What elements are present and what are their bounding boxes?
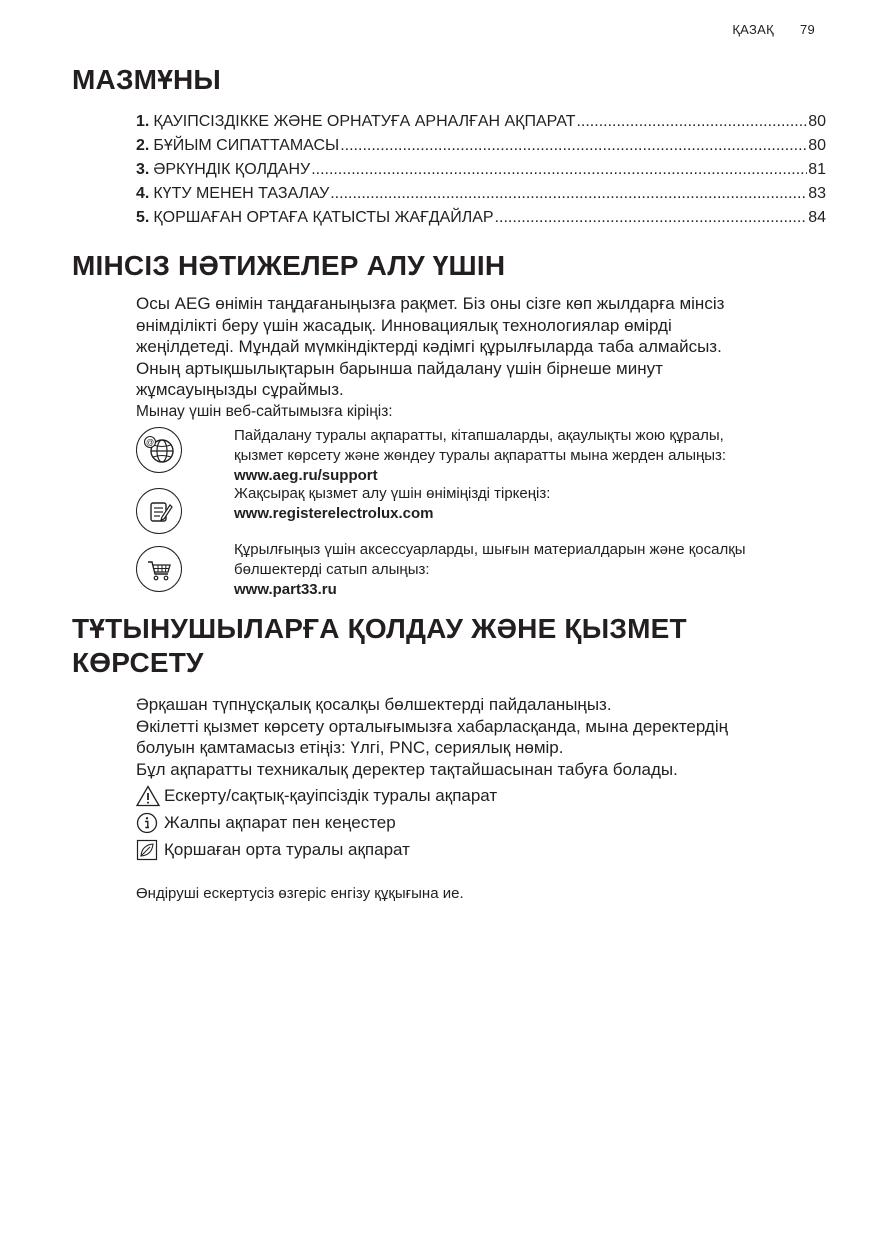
toc-item-page: 83: [808, 185, 826, 202]
toc-leader: [311, 158, 807, 182]
intro-line: жұмсауыңызды сұраймыз.: [136, 380, 344, 399]
toc-leader: [576, 110, 807, 134]
toc-item[interactable]: [136, 158, 826, 182]
perfect-results-title: МІНСІЗ НӘТИЖЕЛЕР АЛУ ҮШІН: [72, 250, 506, 281]
svg-text:@: @: [145, 438, 155, 447]
info-icon: [136, 812, 160, 834]
customer-care-title: [72, 612, 687, 680]
manufacturer-note: Өндіруші ескертусіз өзгеріс енгізу құқығына ие.: [136, 885, 464, 902]
shopping-cart-icon: [136, 546, 182, 592]
leaf-icon: [136, 839, 160, 861]
support-text-line: бөлшектерді сатып алыңыз:: [234, 561, 430, 578]
register-icon: [136, 488, 182, 534]
toc-item-page: 81: [808, 161, 826, 178]
page-number: 79: [799, 22, 815, 37]
intro-line: жеңілдетеді. Мұндай мүмкіндіктерді кәдімгі құрылғыларда таба алмайсыз.: [136, 337, 722, 356]
intro-line: Оның артықшылықтарын барынша пайдалану үшін бірнеше минут: [136, 358, 663, 378]
toc-item-label: КҮТУ МЕНЕН ТАЗАЛАУ: [153, 185, 330, 202]
support-link[interactable]: www.part33.ru: [234, 581, 337, 598]
service-line: Өкілетті қызмет көрсету орталығымызға хабарласқанда, мына деректердің: [136, 716, 729, 736]
support-text-line: Құрылғыңыз үшін аксессуарларды, шығын материалдарын және қосалқы: [234, 541, 746, 558]
toc-item-number: 5.: [136, 209, 150, 226]
support-link[interactable]: www.aeg.ru/support: [234, 467, 378, 484]
toc-item-number: 1.: [136, 113, 150, 130]
legend-label: Қоршаған орта туралы ақпарат: [164, 839, 410, 859]
toc-item-number: 2.: [136, 137, 150, 154]
service-line: Бұл ақпаратты техникалық деректер тақтайшасынан табуға болады.: [136, 759, 678, 779]
support-text-line: Пайдалану туралы ақпаратты, кітапшаларды, ақаулықты жою құралы,: [234, 427, 724, 444]
support-text-line: Жақсырақ қызмет алу үшін өніміңізді тіркеңіз:: [234, 485, 551, 502]
support-link[interactable]: www.registerelectrolux.com: [234, 505, 434, 522]
legend-item: [136, 836, 497, 863]
support-text-line: қызмет көрсету және жөндеу туралы ақпаратты мына жерден алыңыз:: [234, 447, 727, 464]
toc-item-page: 80: [808, 137, 826, 154]
globe-icon: [136, 427, 182, 473]
legend-item: [136, 782, 497, 809]
contents-title: МАЗМҰНЫ: [72, 64, 222, 95]
toc-item-page: 84: [808, 209, 826, 226]
symbols-legend: [136, 782, 497, 863]
legend-item: [136, 809, 497, 836]
toc-leader: [495, 206, 808, 230]
toc-item-number: 4.: [136, 185, 150, 202]
legend-label: Жалпы ақпарат пен кеңестер: [164, 812, 396, 832]
warning-icon: [136, 785, 160, 807]
customer-care-title-line: КӨРСЕТУ: [72, 647, 204, 678]
toc-item-number: 3.: [136, 161, 150, 178]
service-text: [136, 694, 836, 780]
toc-item[interactable]: [136, 110, 826, 134]
toc-item[interactable]: [136, 182, 826, 206]
toc-item[interactable]: [136, 206, 826, 230]
table-of-contents: [136, 110, 826, 230]
customer-care-title-line: ТҰТЫНУШЫЛАРҒА ҚОЛДАУ ЖӘНЕ ҚЫЗМЕТ: [72, 613, 687, 644]
language-label: ҚАЗАҚ: [732, 22, 775, 37]
intro-line: өнімділікті беру үшін жасадық. Инновациялық технологиялар өмірді: [136, 315, 672, 335]
toc-leader: [340, 134, 807, 158]
toc-item[interactable]: [136, 134, 826, 158]
toc-item-label: ҚОРШАҒАН ОРТАҒА ҚАТЫСТЫ ЖАҒДАЙЛАР: [153, 209, 494, 226]
legend-label: Ескерту/сақтық-қауіпсіздік туралы ақпарат: [164, 785, 498, 805]
service-line: Әрқашан түпнұсқалық қосалқы бөлшектерді пайдаланыңыз.: [136, 695, 612, 714]
toc-item-label: БҰЙЫМ СИПАТТАМАСЫ: [153, 137, 340, 154]
page-header: [732, 22, 815, 37]
intro-line: Осы AEG өнімін таңдағаныңызға рақмет. Біз оны сізге көп жылдарға мінсіз: [136, 294, 725, 313]
intro-line: Мынау үшін веб-сайтымызға кіріңіз:: [136, 402, 393, 420]
toc-leader: [330, 182, 807, 206]
toc-item-label: ҚАУІПСІЗДІККЕ ЖӘНЕ ОРНАТУҒА АРНАЛҒАН АҚПАРАТ: [153, 113, 576, 130]
toc-item-page: 80: [808, 113, 826, 130]
intro-text: [136, 293, 836, 422]
service-line: болуын қамтамасыз етіңіз: Үлгі, PNC, сериялық нөмір.: [136, 738, 564, 757]
toc-item-label: ӘРКҮНДІК ҚОЛДАНУ: [153, 161, 311, 178]
